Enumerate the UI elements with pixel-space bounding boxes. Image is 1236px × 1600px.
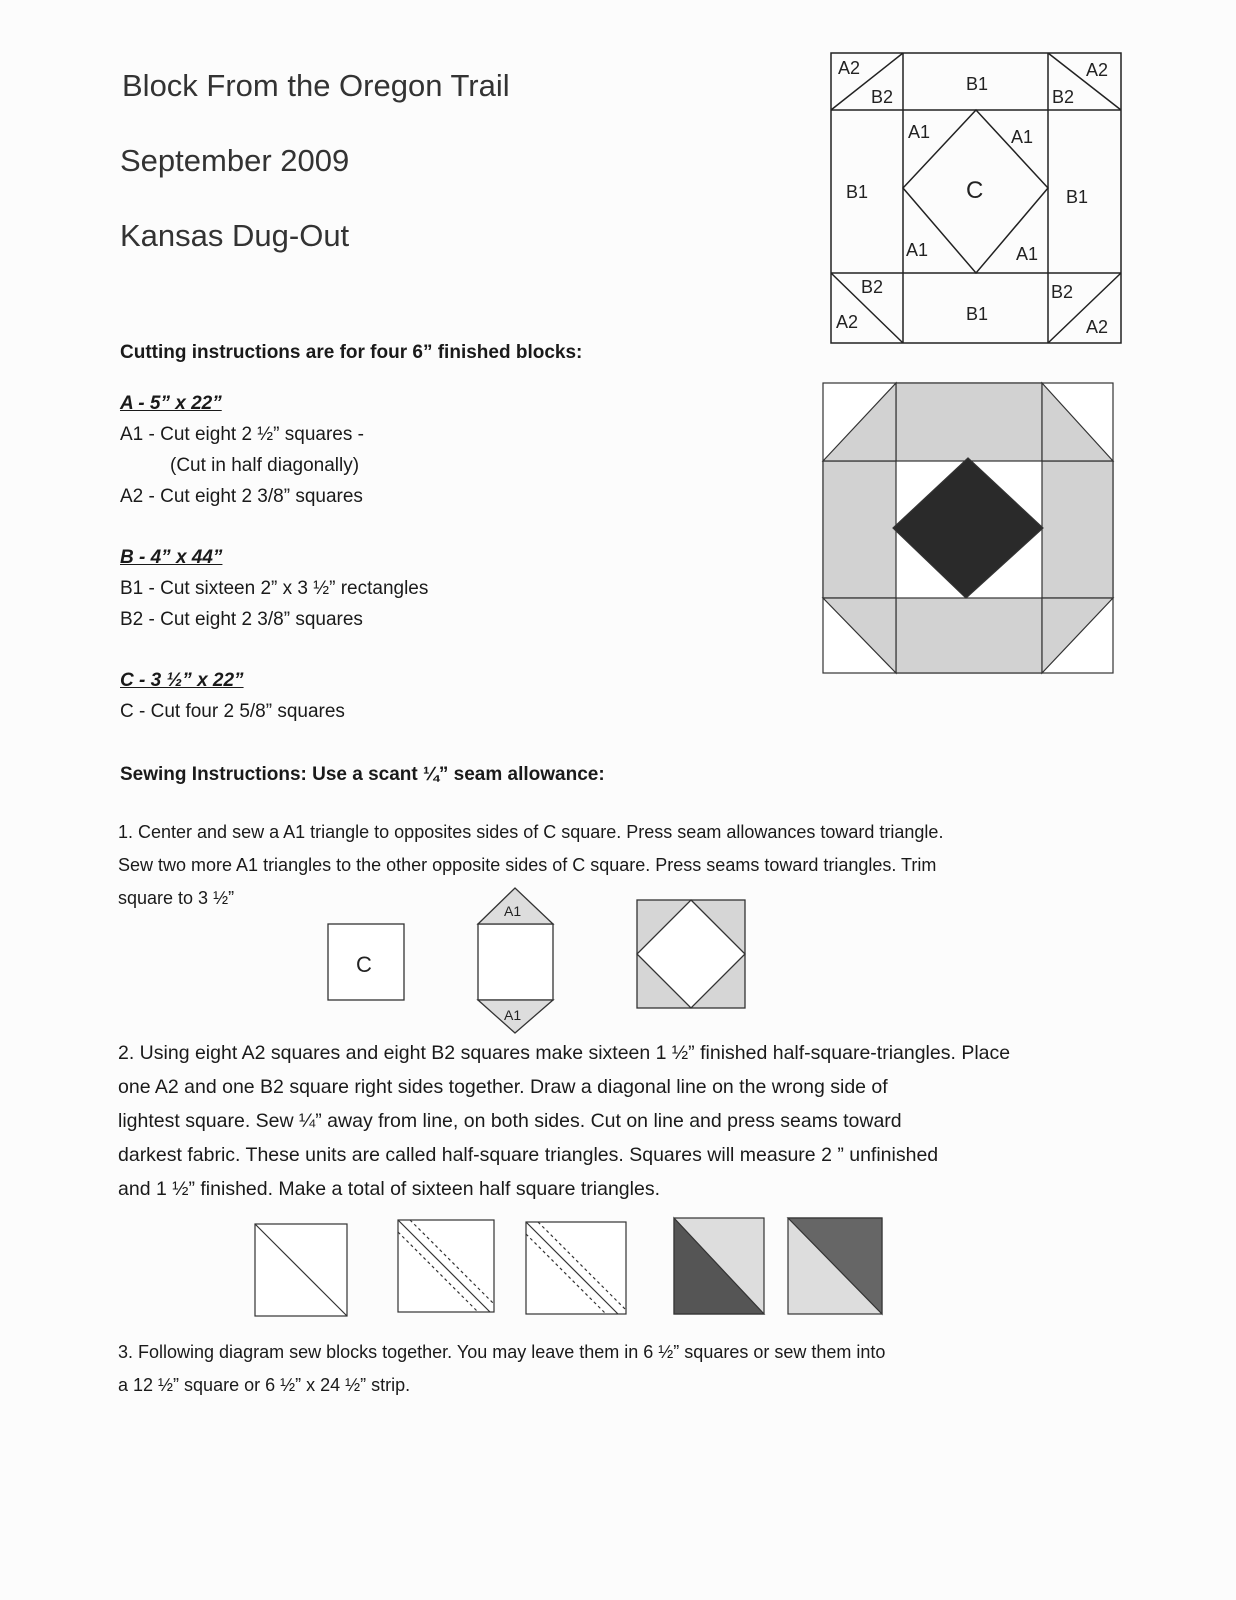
label-b1: B1 bbox=[846, 182, 869, 202]
fabric-a-label: A - 5” x 22” bbox=[120, 393, 222, 414]
step-3-line: a 12 ½” square or 6 ½” x 24 ½” strip. bbox=[118, 1375, 411, 1395]
block-name: Kansas Dug-Out bbox=[120, 218, 350, 253]
label-b1: B1 bbox=[966, 74, 989, 94]
label-a1: A1 bbox=[504, 903, 522, 919]
labeled-block-diagram bbox=[826, 48, 1126, 348]
step-2-line: and 1 ½” finished. Make a total of sixteen half square triangles. bbox=[118, 1178, 660, 1200]
label-b2: B2 bbox=[871, 87, 894, 107]
document-title: Block From the Oregon Trail bbox=[122, 68, 510, 103]
label-a1: A1 bbox=[504, 1007, 522, 1023]
cut-a1: A1 - Cut eight 2 ½” squares - bbox=[120, 424, 364, 445]
step-2-line: darkest fabric. These units are called half-square triangles. Squares will measure 2 ” unfinished bbox=[118, 1144, 939, 1166]
label-a1: A1 bbox=[1011, 127, 1034, 147]
label-a2: A2 bbox=[1086, 317, 1109, 337]
step-2-line: one A2 and one B2 square right sides together. Draw a diagonal line on the wrong side of bbox=[118, 1076, 888, 1098]
step-2 bbox=[118, 1036, 1010, 1206]
label-b2: B2 bbox=[1052, 87, 1075, 107]
label-b1: B1 bbox=[966, 304, 989, 324]
label-a1: A1 bbox=[906, 240, 929, 260]
step-1-line: square to 3 ½” bbox=[118, 888, 235, 908]
step-3 bbox=[118, 1336, 885, 1402]
label-a1: A1 bbox=[908, 122, 931, 142]
document-date: September 2009 bbox=[120, 143, 350, 178]
step-2-line: lightest square. Sew ¼” away from line, on both sides. Cut on line and press seams toward bbox=[118, 1110, 902, 1132]
step-2-line: 2. Using eight A2 squares and eight B2 squares make sixteen 1 ½” finished half-square-triangles. Place bbox=[118, 1042, 1011, 1064]
step-3-line: 3. Following diagram sew blocks together. You may leave them in 6 ½” squares or sew them into bbox=[118, 1342, 886, 1362]
label-b1: B1 bbox=[1066, 187, 1089, 207]
fabric-c-label: C - 3 ½” x 22” bbox=[120, 670, 244, 691]
step-1-line: 1. Center and sew a A1 triangle to opposites sides of C square. Press seam allowances toward triangle. bbox=[118, 822, 944, 842]
step-1-diagrams bbox=[320, 880, 760, 1040]
sewing-heading: Sewing Instructions: Use a scant ¼” seam allowance: bbox=[120, 764, 605, 785]
cut-b1: B1 - Cut sixteen 2” x 3 ½” rectangles bbox=[120, 578, 429, 599]
label-c: C bbox=[356, 952, 372, 977]
label-a1: A1 bbox=[1016, 244, 1039, 264]
shaded-block-diagram bbox=[818, 378, 1118, 678]
cut-a2: A2 - Cut eight 2 3/8” squares bbox=[120, 486, 363, 507]
step-2-diagrams bbox=[250, 1212, 890, 1322]
fabric-b-label: B - 4” x 44” bbox=[120, 547, 223, 568]
label-b2: B2 bbox=[861, 277, 884, 297]
step-1-line: Sew two more A1 triangles to the other opposite sides of C square. Press seams toward triangles. Trim bbox=[118, 855, 937, 875]
cutting-heading: Cutting instructions are for four 6” finished blocks: bbox=[120, 342, 583, 363]
cut-c: C - Cut four 2 5/8” squares bbox=[120, 701, 345, 722]
label-a2: A2 bbox=[838, 58, 861, 78]
cut-b2: B2 - Cut eight 2 3/8” squares bbox=[120, 609, 363, 630]
label-a2: A2 bbox=[836, 312, 859, 332]
label-c: C bbox=[966, 177, 984, 204]
label-a2: A2 bbox=[1086, 60, 1109, 80]
label-b2: B2 bbox=[1051, 282, 1074, 302]
cut-a1-note: (Cut in half diagonally) bbox=[170, 455, 360, 476]
